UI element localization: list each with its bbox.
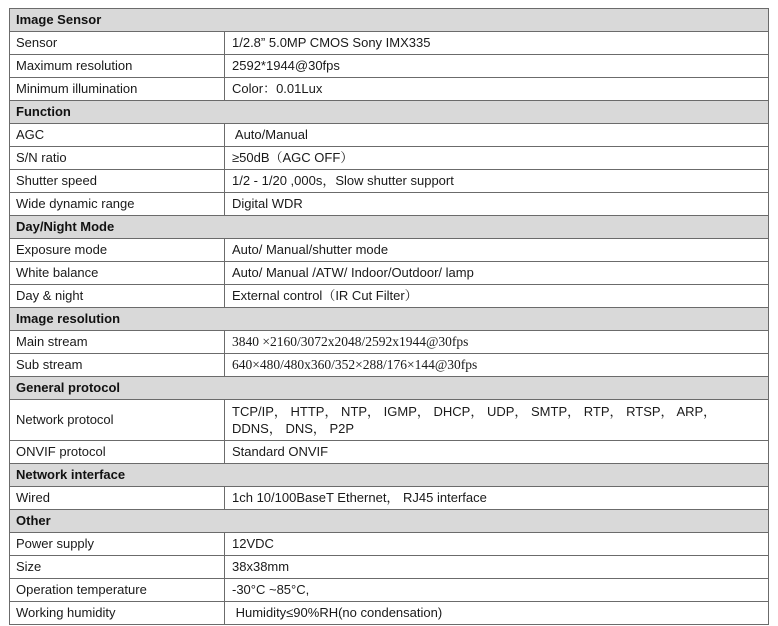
section-header-network-interface [10, 464, 769, 487]
spec-row-power-supply [10, 533, 769, 556]
section-title: Network interface [10, 464, 769, 487]
spec-value: 1ch 10/100BaseT Ethernet， RJ45 interface [225, 487, 769, 510]
spec-value: Auto/ Manual /ATW/ Indoor/Outdoor/ lamp [225, 262, 769, 285]
spec-label: Operation temperature [10, 579, 225, 602]
spec-label: AGC [10, 124, 225, 147]
spec-row-main-stream [10, 331, 769, 354]
spec-row-onvif-protocol [10, 441, 769, 464]
spec-row-exposure-mode [10, 239, 769, 262]
spec-label: Network protocol [10, 400, 225, 441]
spec-value: ≥50dB（AGC OFF） [225, 147, 769, 170]
spec-value: 2592*1944@30fps [225, 55, 769, 78]
spec-value: Color：0.01Lux [225, 78, 769, 101]
section-header-other [10, 510, 769, 533]
spec-value: Auto/Manual [225, 124, 769, 147]
section-title: General protocol [10, 377, 769, 400]
spec-row-working-humidity [10, 602, 769, 625]
spec-label: Main stream [10, 331, 225, 354]
spec-row-white-balance [10, 262, 769, 285]
section-title: Function [10, 101, 769, 124]
spec-row-maximum-resolution [10, 55, 769, 78]
spec-value: TCP/IP， HTTP， NTP， IGMP， DHCP， UDP， SMTP， RTP， RTSP， ARP， DDNS， DNS， P2P [225, 400, 769, 441]
spec-value: Auto/ Manual/shutter mode [225, 239, 769, 262]
spec-label: Size [10, 556, 225, 579]
spec-label: Working humidity [10, 602, 225, 625]
spec-value: 1/2.8” 5.0MP CMOS Sony IMX335 [225, 32, 769, 55]
spec-row-agc [10, 124, 769, 147]
spec-row-wired [10, 487, 769, 510]
spec-value: 1/2 - 1/20 ,000s，Slow shutter support [225, 170, 769, 193]
spec-value: External control（IR Cut Filter） [225, 285, 769, 308]
spec-label: Wired [10, 487, 225, 510]
spec-row-size [10, 556, 769, 579]
spec-table [9, 8, 769, 625]
spec-value: 12VDC [225, 533, 769, 556]
spec-label: S/N ratio [10, 147, 225, 170]
spec-value: 3840 ×2160/3072x2048/2592x1944@30fps [225, 331, 769, 354]
spec-value: Digital WDR [225, 193, 769, 216]
spec-value: -30°C ~85°C, [225, 579, 769, 602]
spec-label: Shutter speed [10, 170, 225, 193]
section-title: Day/Night Mode [10, 216, 769, 239]
spec-label: Sensor [10, 32, 225, 55]
section-title: Image resolution [10, 308, 769, 331]
section-header-day-night-mode [10, 216, 769, 239]
spec-row-sn-ratio [10, 147, 769, 170]
spec-row-day-and-night [10, 285, 769, 308]
spec-row-network-protocol [10, 400, 769, 441]
section-header-function [10, 101, 769, 124]
spec-row-minimum-illumination [10, 78, 769, 101]
spec-value: 38x38mm [225, 556, 769, 579]
section-title: Other [10, 510, 769, 533]
spec-label: Sub stream [10, 354, 225, 377]
spec-label: Power supply [10, 533, 225, 556]
spec-label: Wide dynamic range [10, 193, 225, 216]
spec-value: Standard ONVIF [225, 441, 769, 464]
spec-row-shutter-speed [10, 170, 769, 193]
spec-label: Minimum illumination [10, 78, 225, 101]
spec-label: ONVIF protocol [10, 441, 225, 464]
spec-row-sub-stream [10, 354, 769, 377]
section-title: Image Sensor [10, 9, 769, 32]
spec-row-operation-temperature [10, 579, 769, 602]
section-header-image-sensor [10, 9, 769, 32]
section-header-image-resolution [10, 308, 769, 331]
spec-label: Maximum resolution [10, 55, 225, 78]
spec-label: Day & night [10, 285, 225, 308]
spec-value: Humidity≤90%RH(no condensation) [225, 602, 769, 625]
spec-label: White balance [10, 262, 225, 285]
spec-value: 640×480/480x360/352×288/176×144@30fps [225, 354, 769, 377]
spec-row-wide-dynamic-range [10, 193, 769, 216]
spec-row-sensor [10, 32, 769, 55]
spec-label: Exposure mode [10, 239, 225, 262]
section-header-general-protocol [10, 377, 769, 400]
